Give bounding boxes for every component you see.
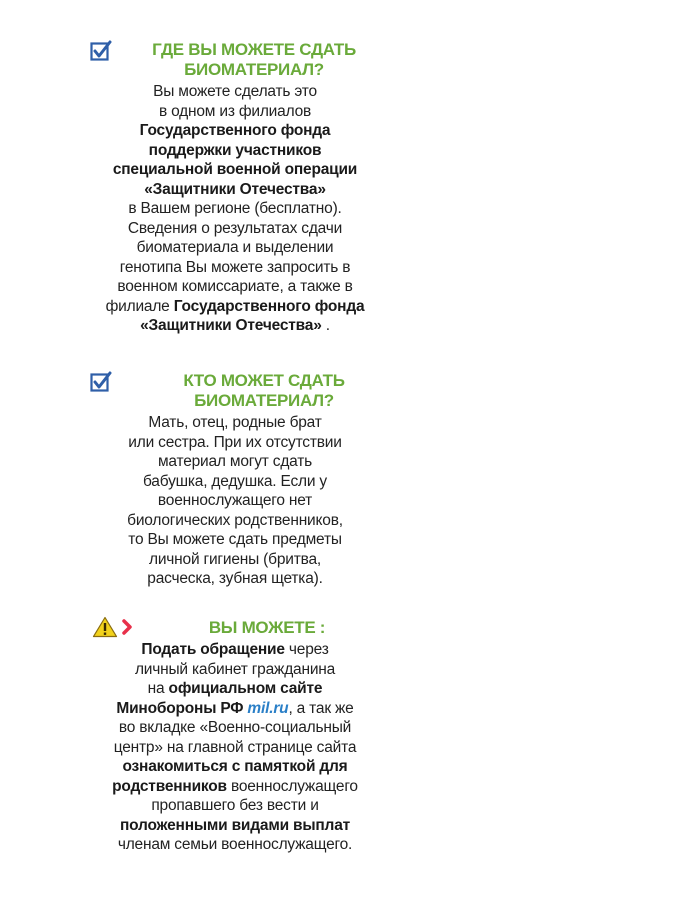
text-segment: . bbox=[321, 317, 330, 334]
text-line bbox=[50, 433, 420, 453]
text-segment: Вы можете сделать это bbox=[153, 83, 317, 100]
section-body bbox=[50, 82, 420, 336]
text-segment: Мать, отец, родные брат bbox=[148, 414, 322, 431]
text-segment: , а так же bbox=[288, 699, 354, 717]
text-segment: в одном из филиалов bbox=[158, 102, 312, 120]
text-line bbox=[50, 141, 420, 161]
text-line bbox=[50, 777, 420, 797]
text-line bbox=[50, 160, 420, 180]
text-segment: расческа, зубная щетка). bbox=[147, 570, 323, 587]
bold-text: поддержки участников bbox=[148, 141, 322, 159]
text-segment: членам семьи военнослужащего. bbox=[117, 836, 353, 853]
text-line bbox=[50, 757, 420, 777]
bold-text: специальной военной операции bbox=[112, 161, 358, 178]
bold-text: «Защитники Отечества» bbox=[140, 317, 322, 334]
mil-ru-link[interactable]: mil.ru bbox=[247, 699, 289, 717]
text-segment: то Вы можете сдать предметы bbox=[128, 531, 342, 548]
text-line bbox=[50, 660, 420, 680]
bold-text: родственников bbox=[112, 777, 227, 795]
text-line bbox=[50, 550, 420, 570]
text-segment: в Вашем регионе (бесплатно). bbox=[128, 200, 342, 217]
section-body bbox=[50, 413, 420, 589]
text-line bbox=[50, 491, 420, 511]
text-line bbox=[50, 82, 420, 102]
section-heading bbox=[50, 618, 420, 638]
section-heading bbox=[50, 371, 420, 411]
text-segment: личной гигиены (бритва, bbox=[149, 550, 321, 568]
heading-line: БИОМАТЕРИАЛ? bbox=[184, 60, 324, 79]
text-line bbox=[50, 297, 420, 317]
text-line bbox=[50, 738, 420, 758]
section-heading bbox=[50, 40, 420, 80]
bold-text: Государственного фонда bbox=[139, 122, 331, 139]
text-segment: центр» на главной странице сайта bbox=[113, 738, 357, 756]
bold-text: положенными видами выплат bbox=[119, 816, 351, 834]
heading-line: КТО МОЖЕТ СДАТЬ bbox=[183, 371, 345, 390]
text-line bbox=[50, 180, 420, 200]
text-line bbox=[50, 199, 420, 219]
section-where bbox=[50, 40, 420, 336]
section-you-can bbox=[50, 618, 420, 855]
text-segment: или сестра. При их отсутствии bbox=[128, 433, 342, 451]
text-segment: военнослужащего bbox=[226, 777, 358, 795]
text-line bbox=[50, 472, 420, 492]
bold-text: Минобороны РФ bbox=[116, 699, 248, 717]
bold-text: официальном сайте bbox=[168, 680, 323, 697]
text-line bbox=[50, 316, 420, 336]
text-segment: филиале bbox=[105, 297, 174, 315]
text-segment: военном комиссариате, а также в bbox=[117, 278, 353, 295]
text-line bbox=[50, 530, 420, 550]
text-line bbox=[50, 835, 420, 855]
text-segment: во вкладке «Военно-социальный bbox=[118, 719, 352, 736]
text-line bbox=[50, 816, 420, 836]
text-segment: Сведения о результатах сдачи bbox=[127, 219, 343, 237]
text-line bbox=[50, 569, 420, 589]
text-segment: генотипа Вы можете запросить в bbox=[119, 258, 351, 276]
heading-line: ГДЕ ВЫ МОЖЕТЕ СДАТЬ bbox=[152, 40, 356, 59]
heading-line: ВЫ МОЖЕТЕ : bbox=[208, 618, 326, 637]
text-line bbox=[50, 718, 420, 738]
bold-text: Государственного фонда bbox=[173, 297, 365, 315]
text-line bbox=[50, 413, 420, 433]
bold-text: ознакомиться с памяткой для bbox=[122, 758, 348, 775]
heading-line: БИОМАТЕРИАЛ? bbox=[194, 391, 334, 410]
text-line bbox=[50, 699, 420, 719]
text-segment: биоматериала и выделении bbox=[136, 239, 334, 256]
bold-text: «Защитники Отечества» bbox=[144, 180, 326, 198]
text-line bbox=[50, 238, 420, 258]
text-line bbox=[50, 121, 420, 141]
section-body bbox=[50, 640, 420, 855]
text-line bbox=[50, 258, 420, 278]
text-line bbox=[50, 219, 420, 239]
text-line bbox=[50, 452, 420, 472]
text-segment: пропавшего без вести и bbox=[151, 797, 319, 814]
text-segment: через bbox=[284, 641, 329, 658]
text-segment: личный кабинет гражданина bbox=[134, 660, 336, 678]
text-segment: на bbox=[147, 680, 169, 697]
text-line bbox=[50, 679, 420, 699]
text-line bbox=[50, 511, 420, 531]
text-segment: биологических родственников, bbox=[127, 511, 343, 529]
text-segment: материал могут сдать bbox=[157, 453, 313, 470]
text-segment: бабушка, дедушка. Если у bbox=[142, 472, 327, 490]
bold-text: Подать обращение bbox=[141, 641, 285, 658]
text-line bbox=[50, 796, 420, 816]
text-line bbox=[50, 277, 420, 297]
section-who bbox=[50, 371, 420, 589]
text-line bbox=[50, 102, 420, 122]
text-segment: военнослужащего нет bbox=[157, 492, 313, 509]
